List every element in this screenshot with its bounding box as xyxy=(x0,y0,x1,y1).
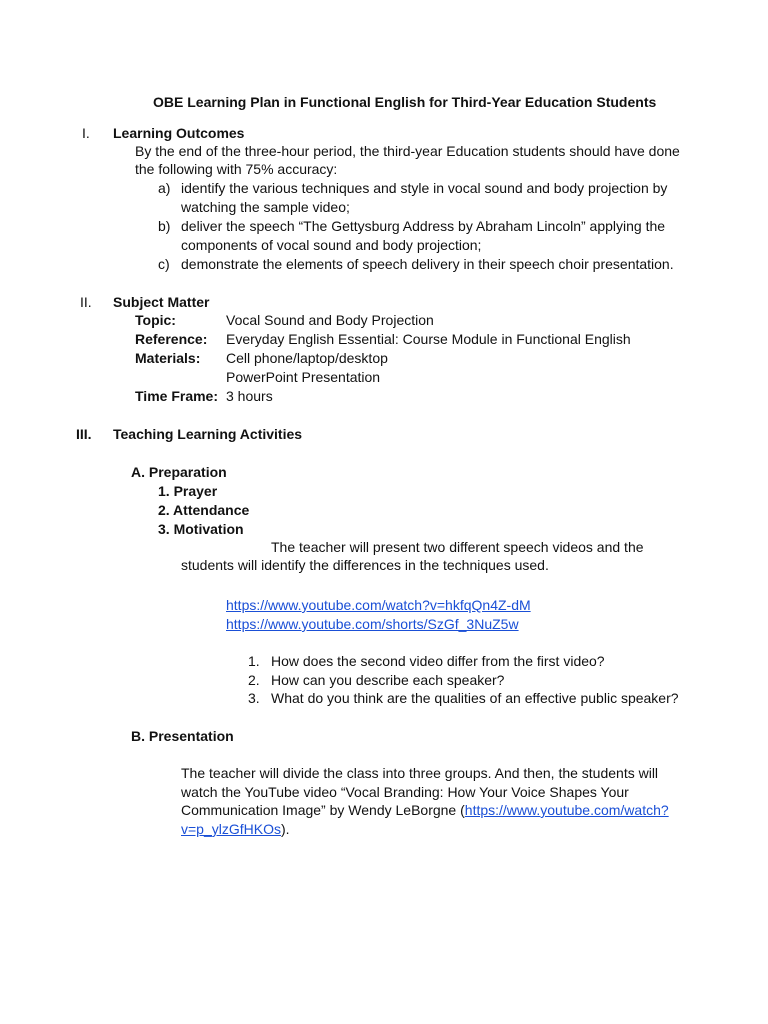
outcome-c-line1: demonstrate the elements of speech delivery in their speech choir presentation. xyxy=(181,256,674,272)
section-3-numeral: III. xyxy=(76,426,92,442)
outcome-b-line2: components of vocal sound and body projection; xyxy=(181,237,482,253)
timeframe-value: 3 hours xyxy=(226,388,273,404)
presentation-para-line4 xyxy=(181,820,290,839)
question-3-text: What do you think are the qualities of an effective public speaker? xyxy=(271,690,679,706)
video-link-1[interactable]: https://www.youtube.com/watch?v=hkfqQn4Z-dM xyxy=(226,597,531,613)
preparation-heading: A. Preparation xyxy=(131,464,227,480)
outcome-a-line1: identify the various techniques and style in vocal sound and body projection by xyxy=(181,180,668,196)
outcome-a-line2: watching the sample video; xyxy=(181,199,350,215)
presentation-para-line3-text: Communication Image” by Wendy LeBorgne ( xyxy=(181,802,465,818)
section-2-numeral: II. xyxy=(80,294,92,310)
question-3-number: 3. xyxy=(248,690,260,706)
outcome-b-marker: b) xyxy=(158,218,171,234)
step-prayer: 1. Prayer xyxy=(158,483,218,499)
vocal-branding-link-part1[interactable]: https://www.youtube.com/watch? xyxy=(464,802,669,818)
presentation-para-line3 xyxy=(181,801,669,820)
outcome-c-marker: c) xyxy=(158,256,170,272)
question-2-number: 2. xyxy=(248,672,260,688)
step-attendance: 2. Attendance xyxy=(158,502,250,518)
presentation-para-end: ). xyxy=(280,821,290,837)
question-1-number: 1. xyxy=(248,653,260,669)
presentation-para-line2: watch the YouTube video “Vocal Branding: How Your Voice Shapes Your xyxy=(181,784,629,800)
motivation-text-line1: The teacher will present two different speech videos and the xyxy=(271,539,644,555)
question-1-text: How does the second video differ from the first video? xyxy=(271,653,605,669)
step-motivation: 3. Motivation xyxy=(158,521,244,537)
question-2-text: How can you describe each speaker? xyxy=(271,672,505,688)
presentation-heading: B. Presentation xyxy=(131,728,234,744)
materials-value-2: PowerPoint Presentation xyxy=(226,369,381,385)
timeframe-label: Time Frame: xyxy=(135,388,218,404)
section-3-heading: Teaching Learning Activities xyxy=(113,426,303,442)
outcome-a-marker: a) xyxy=(158,180,171,196)
outcomes-intro-line2: the following with 75% accuracy: xyxy=(135,161,338,177)
vocal-branding-link-part2[interactable]: v=p_ylzGfHKOs xyxy=(181,821,281,837)
reference-value: Everyday English Essential: Course Module in Functional English xyxy=(226,331,631,347)
presentation-para-line1: The teacher will divide the class into three groups. And then, the students will xyxy=(181,765,659,781)
section-2-heading: Subject Matter xyxy=(113,294,210,310)
materials-value-1: Cell phone/laptop/desktop xyxy=(226,350,388,366)
materials-label: Materials: xyxy=(135,350,201,366)
reference-label: Reference: xyxy=(135,331,208,347)
document-title: OBE Learning Plan in Functional English for Third-Year Education Students xyxy=(153,94,657,110)
video-link-2[interactable]: https://www.youtube.com/shorts/SzGf_3NuZ5w xyxy=(226,616,519,632)
section-1-numeral: I. xyxy=(82,125,90,141)
outcomes-intro-line1: By the end of the three-hour period, the third-year Education students should have done xyxy=(135,143,680,159)
section-1-heading: Learning Outcomes xyxy=(113,125,245,141)
topic-value: Vocal Sound and Body Projection xyxy=(226,312,434,328)
motivation-text-line2: students will identify the differences in the techniques used. xyxy=(181,557,549,573)
topic-label: Topic: xyxy=(135,312,176,328)
outcome-b-line1: deliver the speech “The Gettysburg Address by Abraham Lincoln” applying the xyxy=(181,218,666,234)
